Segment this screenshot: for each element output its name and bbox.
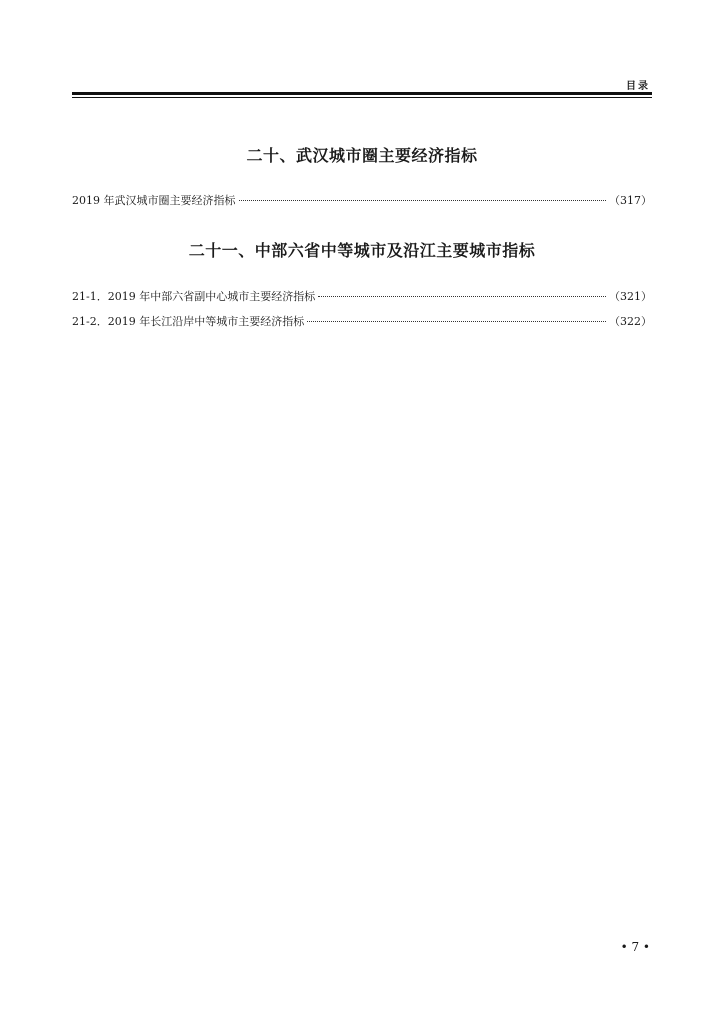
- toc-entry-page: （317）: [609, 194, 652, 207]
- section-title: 二十、武汉城市圈主要经济指标: [246, 146, 478, 165]
- toc-entry-label: 21-2．2019 年长江沿岸中等城市主要经济指标: [72, 315, 305, 328]
- dot-leader: [318, 296, 606, 297]
- toc-entry-page: （322）: [609, 315, 652, 328]
- dot-leader: [239, 200, 607, 201]
- toc-entry[interactable]: [72, 313, 652, 329]
- toc-entry-label: 2019 年武汉城市圈主要经济指标: [72, 194, 236, 207]
- toc-entry-label: 21-1．2019 年中部六省副中心城市主要经济指标: [72, 290, 316, 303]
- dot-leader: [307, 321, 606, 322]
- header-rule-thin: [72, 97, 652, 98]
- page-number: • 7 •: [620, 940, 650, 954]
- header-rule-thick: [72, 92, 652, 95]
- toc-entry[interactable]: [72, 192, 652, 208]
- section-title: 二十一、中部六省中等城市及沿江主要城市指标: [188, 241, 536, 260]
- running-head: 目录: [626, 81, 650, 92]
- toc-entry-page: （321）: [609, 290, 652, 303]
- toc-entry[interactable]: [72, 288, 652, 304]
